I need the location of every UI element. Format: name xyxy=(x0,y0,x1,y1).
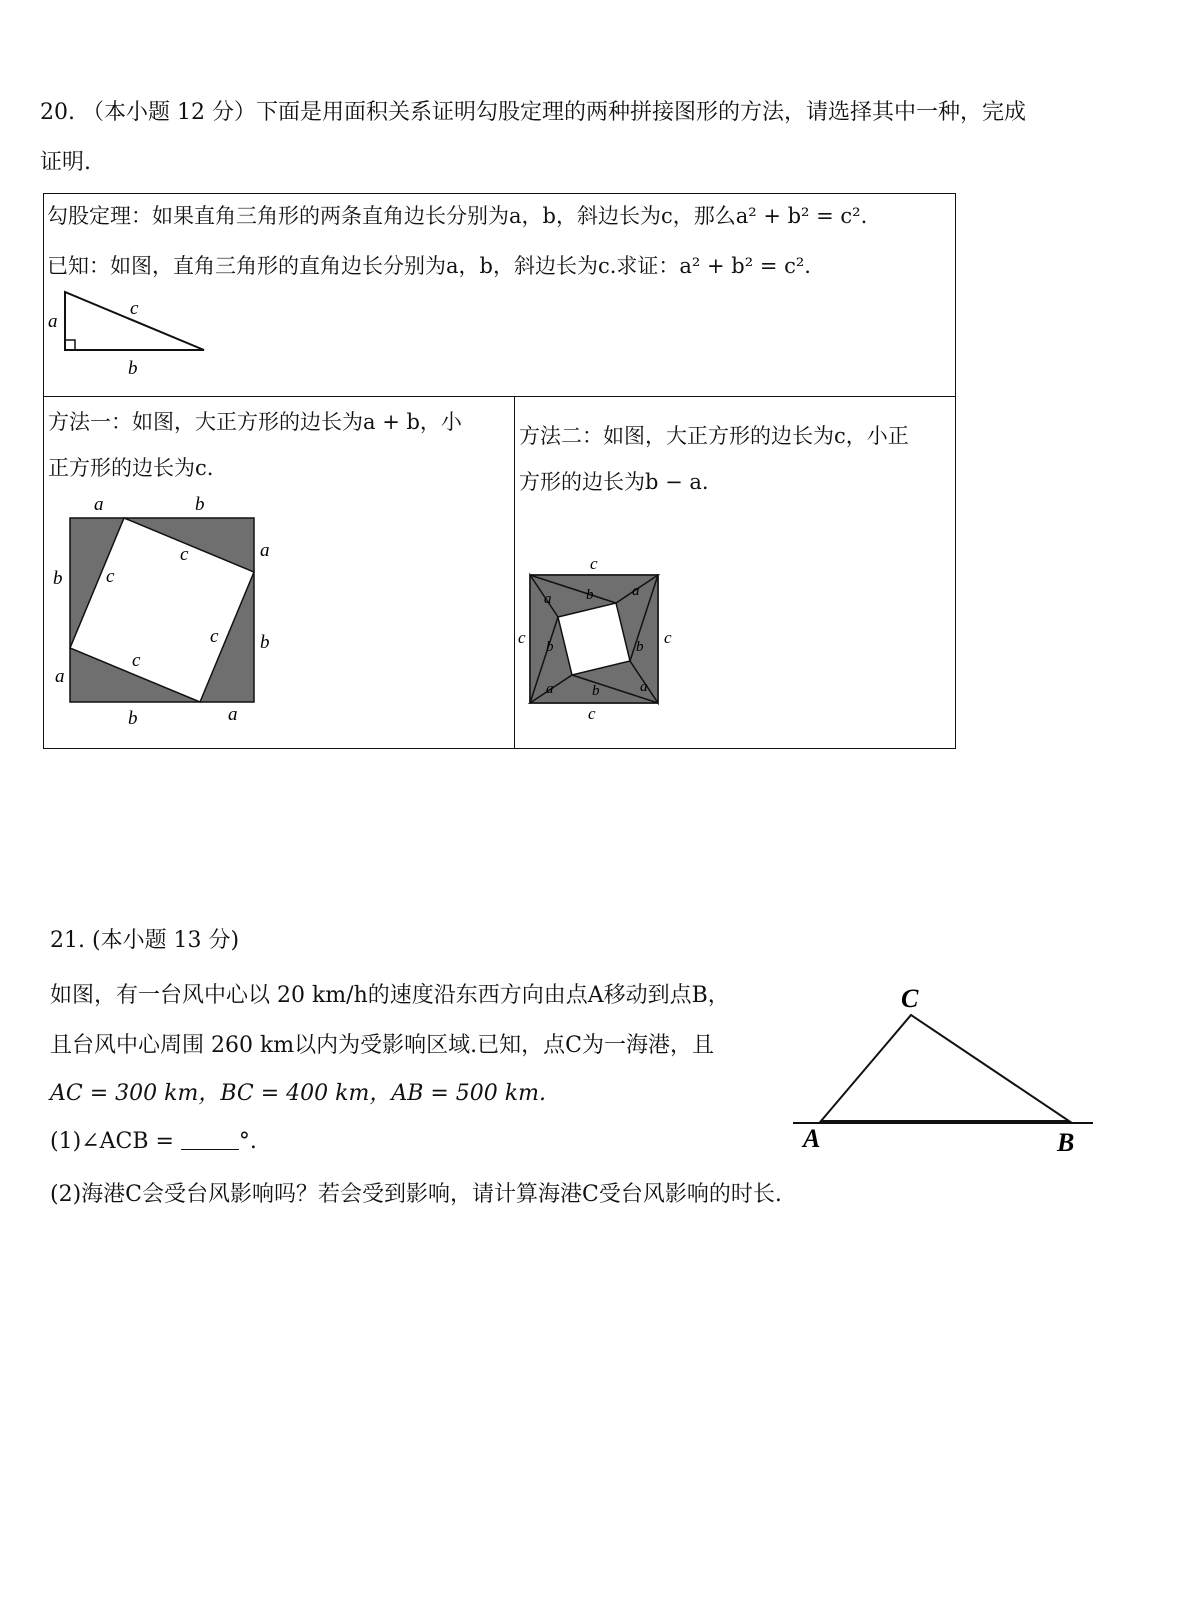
m2-label-bottom-c: c xyxy=(588,704,596,723)
method2-inner-square xyxy=(558,603,630,675)
m2-label-a: a xyxy=(640,679,648,695)
m2-label-left-c: c xyxy=(518,628,526,647)
method2-figure xyxy=(512,555,692,725)
triangle-label-b: b xyxy=(128,358,138,379)
q21-title: 21. (本小题 13 分) xyxy=(50,928,240,953)
m2-label-top-c: c xyxy=(590,555,598,573)
method1-line2: 正方形的边长为c. xyxy=(48,456,214,480)
q21-line2: 且台风中心周围 260 km以内为受影响区域.已知，点C为一海港，且 xyxy=(50,1033,714,1058)
m2-label-a: a xyxy=(632,583,640,599)
point-C-label: C xyxy=(901,984,919,1013)
right-triangle-figure xyxy=(40,286,220,386)
q21-part1-suffix: °. xyxy=(238,1129,257,1154)
m1-label-right-b: b xyxy=(260,632,270,653)
method2-line2: 方形的边长为b − a. xyxy=(519,470,709,494)
given-statement: 已知：如图，直角三角形的直角边长分别为a，b，斜边长为c.求证：a² + b² = c². xyxy=(47,254,811,278)
q21-line1: 如图，有一台风中心以 20 km/h的速度沿东西方向由点A移动到点B， xyxy=(50,983,730,1008)
m1-label-inner-c3: c xyxy=(210,626,219,647)
q21-part1 xyxy=(50,1125,257,1159)
m2-label-b: b xyxy=(586,587,594,603)
method1-figure xyxy=(50,490,290,730)
answer-blank[interactable] xyxy=(181,1127,239,1150)
triangle-label-a: a xyxy=(48,311,58,332)
m1-label-left-b: b xyxy=(53,568,63,589)
method1-line1: 方法一：如图，大正方形的边长为a + b，小 xyxy=(48,410,462,434)
m2-label-a: a xyxy=(546,681,554,697)
q20-title-line2: 证明. xyxy=(40,150,91,175)
m1-label-bottom-a: a xyxy=(228,704,238,725)
m2-label-b: b xyxy=(546,639,554,655)
m1-label-top-b: b xyxy=(195,494,205,515)
method2-line1: 方法二：如图，大正方形的边长为c，小正 xyxy=(519,424,909,448)
m1-label-top-a: a xyxy=(94,494,104,515)
m1-label-left-a: a xyxy=(55,666,65,687)
m1-label-inner-c2: c xyxy=(106,566,115,587)
m2-label-a: a xyxy=(544,591,552,607)
table-divider-horizontal xyxy=(43,396,956,397)
m1-label-inner-c4: c xyxy=(132,650,141,671)
q21-line3: AC = 300 km，BC = 400 km，AB = 500 km. xyxy=(50,1081,546,1106)
m1-label-bottom-b: b xyxy=(128,708,138,729)
m2-label-b: b xyxy=(636,639,644,655)
m1-label-right-a: a xyxy=(260,540,270,561)
q21-part2: (2)海港C会受台风影响吗？若会受到影响，请计算海港C受台风影响的时长. xyxy=(50,1182,782,1207)
q21-triangle-figure xyxy=(785,975,1105,1170)
theorem-statement: 勾股定理：如果直角三角形的两条直角边长分别为a，b，斜边长为c，那么a² + b² = c². xyxy=(47,204,868,228)
q20-title-line1: 20. （本小题 12 分）下面是用面积关系证明勾股定理的两种拼接图形的方法，请选择其中一种，完成 xyxy=(40,100,1026,125)
point-B-label: B xyxy=(1057,1128,1075,1157)
point-A-label: A xyxy=(803,1124,821,1153)
m2-label-right-c: c xyxy=(664,628,672,647)
m2-label-b: b xyxy=(592,683,600,699)
m1-label-inner-c1: c xyxy=(180,544,189,565)
triangle-label-c: c xyxy=(130,298,139,319)
q21-part1-prefix: (1)∠ACB = xyxy=(50,1129,181,1154)
